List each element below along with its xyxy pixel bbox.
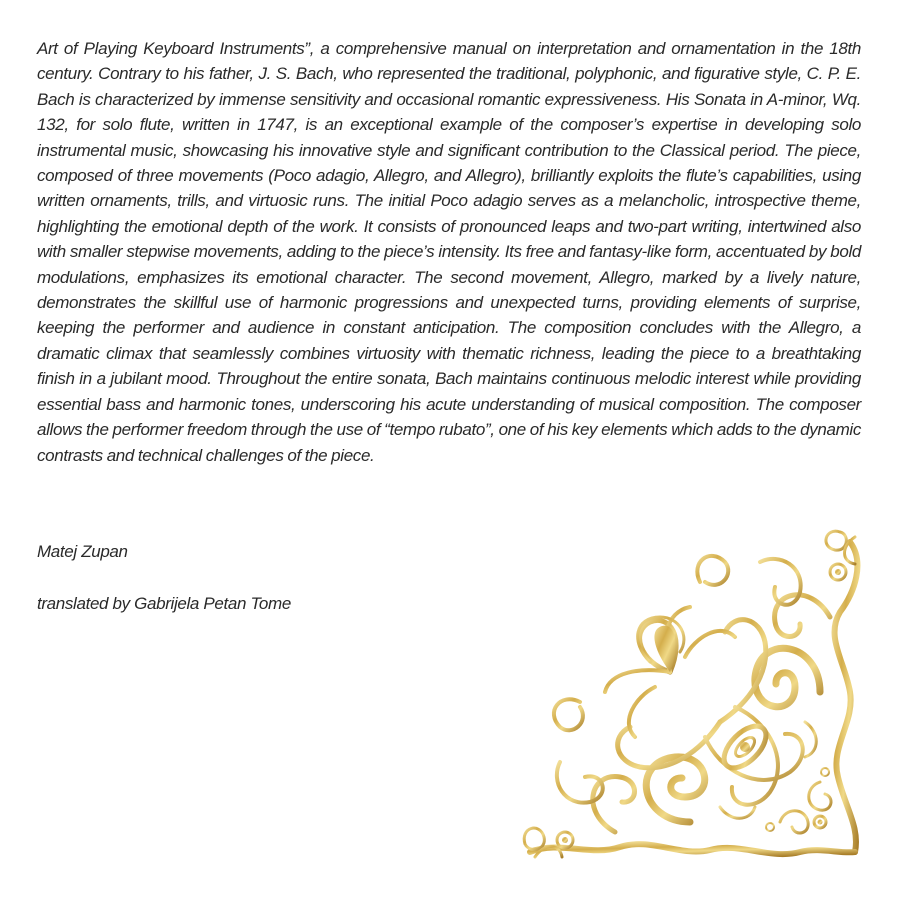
gold-corner-ornament-icon — [520, 522, 870, 867]
body-paragraph: Art of Playing Keyboard Instruments”, a comprehensive manual on interpretation and ornamentation in the 18th century. Contrary to his father, J. S. Bach, who represented the traditional, polyphonic, and figurative style, C. P. E. Bach is characterized by immense sensitivity and occasional romantic expressiveness. His Sonata in A-minor, Wq. 132, for solo flute, written in 1747, is an exceptional example of the composer’s expertise in developing solo instrumental music, showcasing his innovative style and significant contribution to the Classical period. The piece, composed of three movements (Poco adagio, Allegro, and Allegro), brilliantly exploits the flute’s capabilities, using written ornaments, trills, and virtuosic runs. The initial Poco adagio serves as a melancholic, introspective theme, highlighting the emotional depth of the work. It consists of pronounced leaps and two-part writing, intertwined also with smaller stepwise movements, adding to the piece’s intensity. Its free and fantasy-like form, accentuated by bold modulations, emphasizes its emotional character. The second movement, Allegro, marked by a lively nature, demonstrates the skillful use of harmonic progressions and unexpected turns, providing elements of surprise, keeping the performer and audience in constant anticipation. The composition concludes with the Allegro, a dramatic climax that seamlessly combines virtuosity with thematic richness, leading the piece to a breathtaking finish in a jubilant mood. Throughout the entire sonata, Bach maintains continuous melodic interest while providing essential bass and harmonic tones, underscoring his acute understanding of musical composition. The composer allows the performer freedom through the use of “tempo rubato”, one of his key elements which adds to the dynamic contrasts and technical challenges of the piece. — [37, 39, 861, 465]
author-name: Matej Zupan — [37, 542, 128, 561]
translator-credit: translated by Gabrijela Petan Tome — [37, 594, 291, 613]
